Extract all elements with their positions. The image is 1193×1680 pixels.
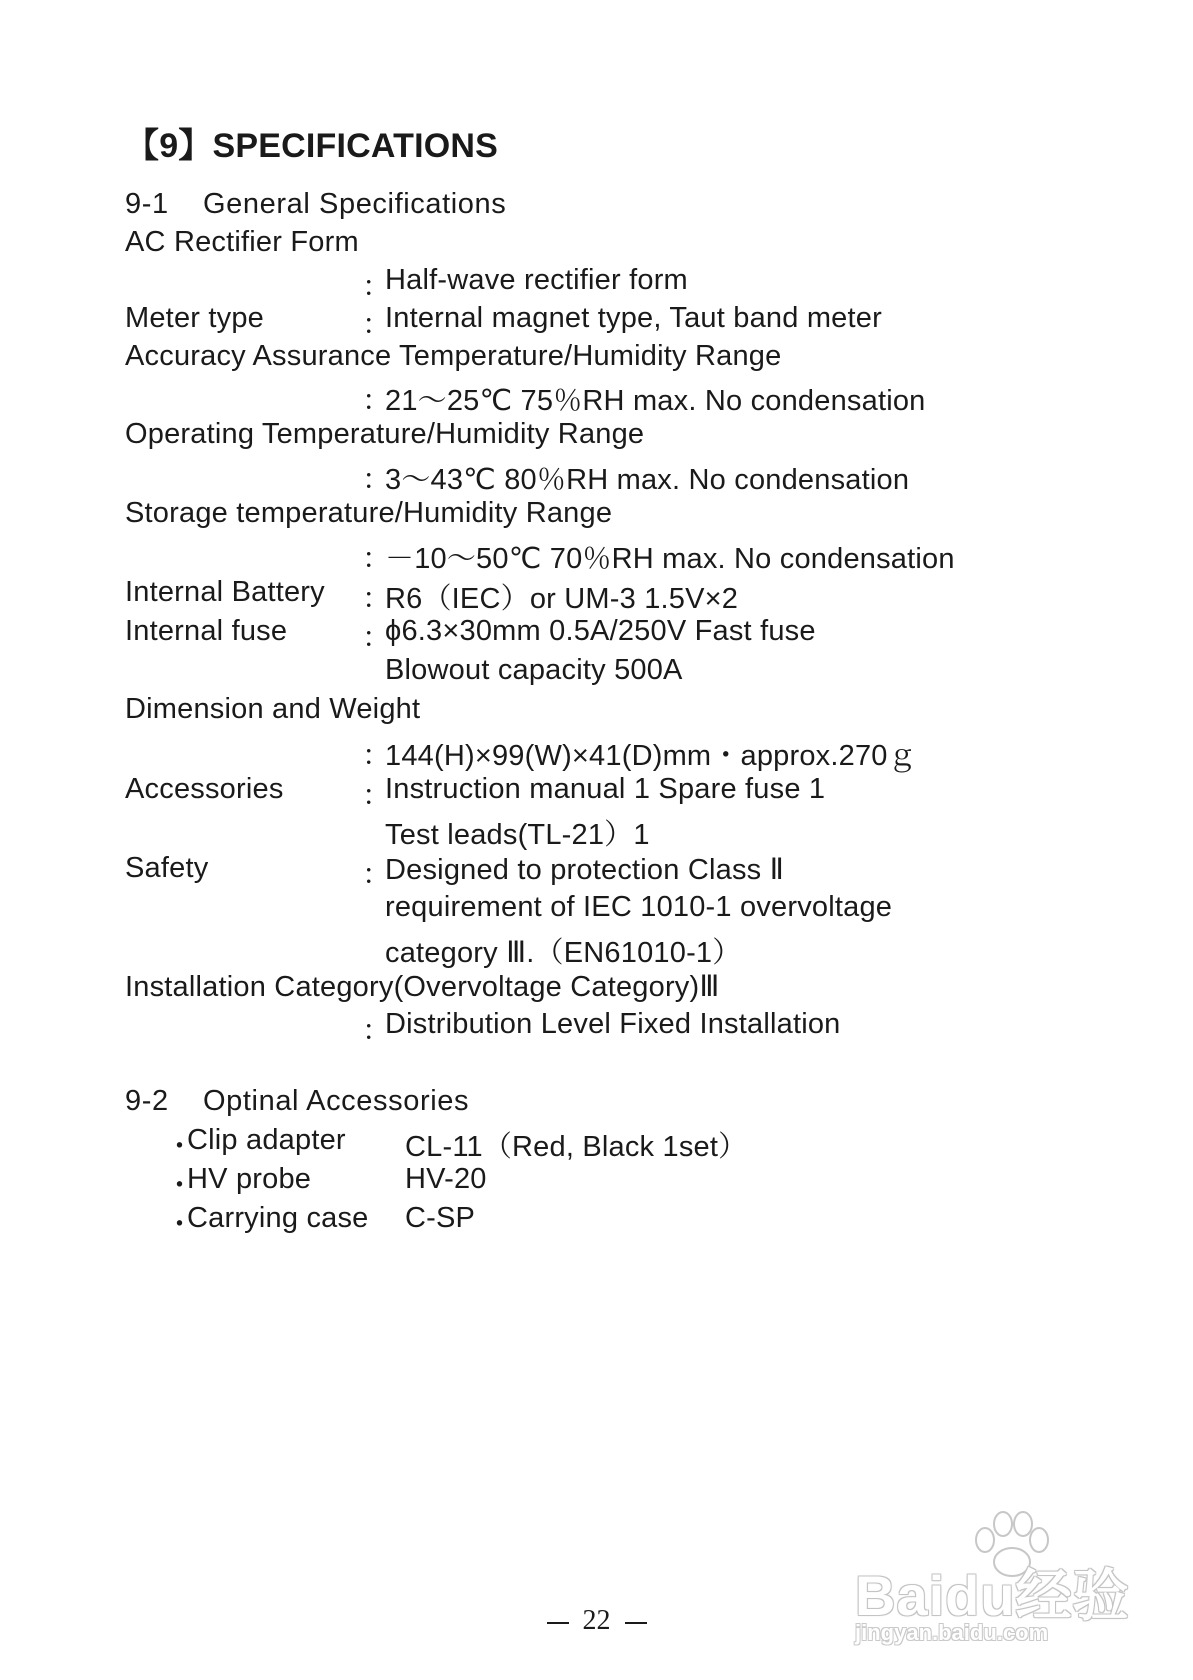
dash-right	[625, 1622, 647, 1624]
spec-value-accuracy-range: 21～25℃ 75％RH max. No condensation	[385, 385, 926, 417]
spec-label-operating-range: Operating Temperature/Humidity Range	[125, 418, 645, 450]
section-title: Optinal Accessories	[203, 1085, 470, 1117]
accessory-code: C-SP	[405, 1202, 476, 1234]
section-number: 9-1	[125, 188, 169, 220]
section-number: 9-2	[125, 1085, 169, 1117]
accessory-code: CL-11（Red, Black 1set）	[405, 1131, 748, 1163]
spec-label-accessories: Accessories	[125, 773, 284, 805]
spec-value-blowout-capacity: Blowout capacity 500A	[385, 654, 683, 686]
spec-label-safety: Safety	[125, 852, 209, 884]
dash-left	[547, 1622, 569, 1624]
spec-label-dimension-weight: Dimension and Weight	[125, 693, 421, 725]
spec-colon: ：	[362, 780, 392, 812]
list-bullet: ・	[165, 1131, 195, 1163]
spec-value-safety-requirement: requirement of IEC 1010-1 overvoltage	[385, 891, 893, 923]
spec-value-safety-category: category Ⅲ.（EN61010-1）	[385, 937, 742, 969]
spec-label-installation-category: Installation Category(Overvoltage Category)Ⅲ	[125, 971, 720, 1003]
list-bullet: ・	[165, 1209, 195, 1241]
spec-colon: ：	[362, 271, 392, 303]
list-bullet: ・	[165, 1170, 195, 1202]
spec-value-meter-type: Internal magnet type, Taut band meter	[385, 302, 882, 334]
accessory-name: Carrying case	[187, 1202, 369, 1234]
spec-label-internal-fuse: Internal fuse	[125, 615, 288, 647]
spec-colon: ：	[362, 740, 392, 772]
section-heading-general	[125, 188, 506, 221]
spec-colon: ：	[362, 1015, 392, 1047]
spec-label-ac-rectifier: AC Rectifier Form	[125, 226, 359, 258]
page-number-text: 22	[582, 1605, 611, 1636]
spec-value-accessories: Instruction manual 1 Spare fuse 1	[385, 773, 826, 805]
section-heading-optional	[125, 1085, 469, 1118]
section-title: General Specifications	[203, 188, 507, 220]
spec-colon: ：	[362, 543, 392, 575]
spec-colon: ：	[362, 622, 392, 654]
spec-label-meter-type: Meter type	[125, 302, 264, 334]
spec-value-internal-battery: R6（IEC）or UM-3 1.5V×2	[385, 583, 739, 615]
accessory-code: HV-20	[405, 1163, 487, 1195]
spec-value-dimension-weight: 144(H)×99(W)×41(D)mm・approx.270ｇ	[385, 740, 917, 772]
watermark-brand: Baidu经验	[855, 1564, 1130, 1627]
spec-value-safety: Designed to protection Class Ⅱ	[385, 854, 785, 886]
spec-colon: ：	[362, 385, 392, 417]
baidu-watermark	[845, 1510, 1135, 1660]
spec-value-internal-fuse: ϕ6.3×30mm 0.5A/250V Fast fuse	[385, 615, 816, 647]
spec-label-accuracy-range: Accuracy Assurance Temperature/Humidity Range	[125, 340, 782, 372]
spec-value-ac-rectifier: Half-wave rectifier form	[385, 264, 688, 296]
accessory-name: Clip adapter	[187, 1124, 346, 1156]
spec-value-test-leads: Test leads(TL-21）1	[385, 819, 650, 851]
spec-value-storage-range: －10～50℃ 70％RH max. No condensation	[385, 543, 955, 575]
spec-colon: ：	[362, 859, 392, 891]
spec-label-storage-range: Storage temperature/Humidity Range	[125, 497, 613, 529]
spec-colon: ：	[362, 583, 392, 615]
spec-label-internal-battery: Internal Battery	[125, 576, 325, 608]
spec-colon: ：	[362, 309, 392, 341]
spec-value-installation-category: Distribution Level Fixed Installation	[385, 1008, 841, 1040]
accessory-name: HV probe	[187, 1163, 312, 1195]
watermark-url: jingyan.baidu.com	[855, 1620, 1049, 1645]
spec-value-operating-range: 3～43℃ 80％RH max. No condensation	[385, 464, 910, 496]
spec-colon: ：	[362, 464, 392, 496]
page-title: 【9】SPECIFICATIONS	[125, 127, 499, 165]
